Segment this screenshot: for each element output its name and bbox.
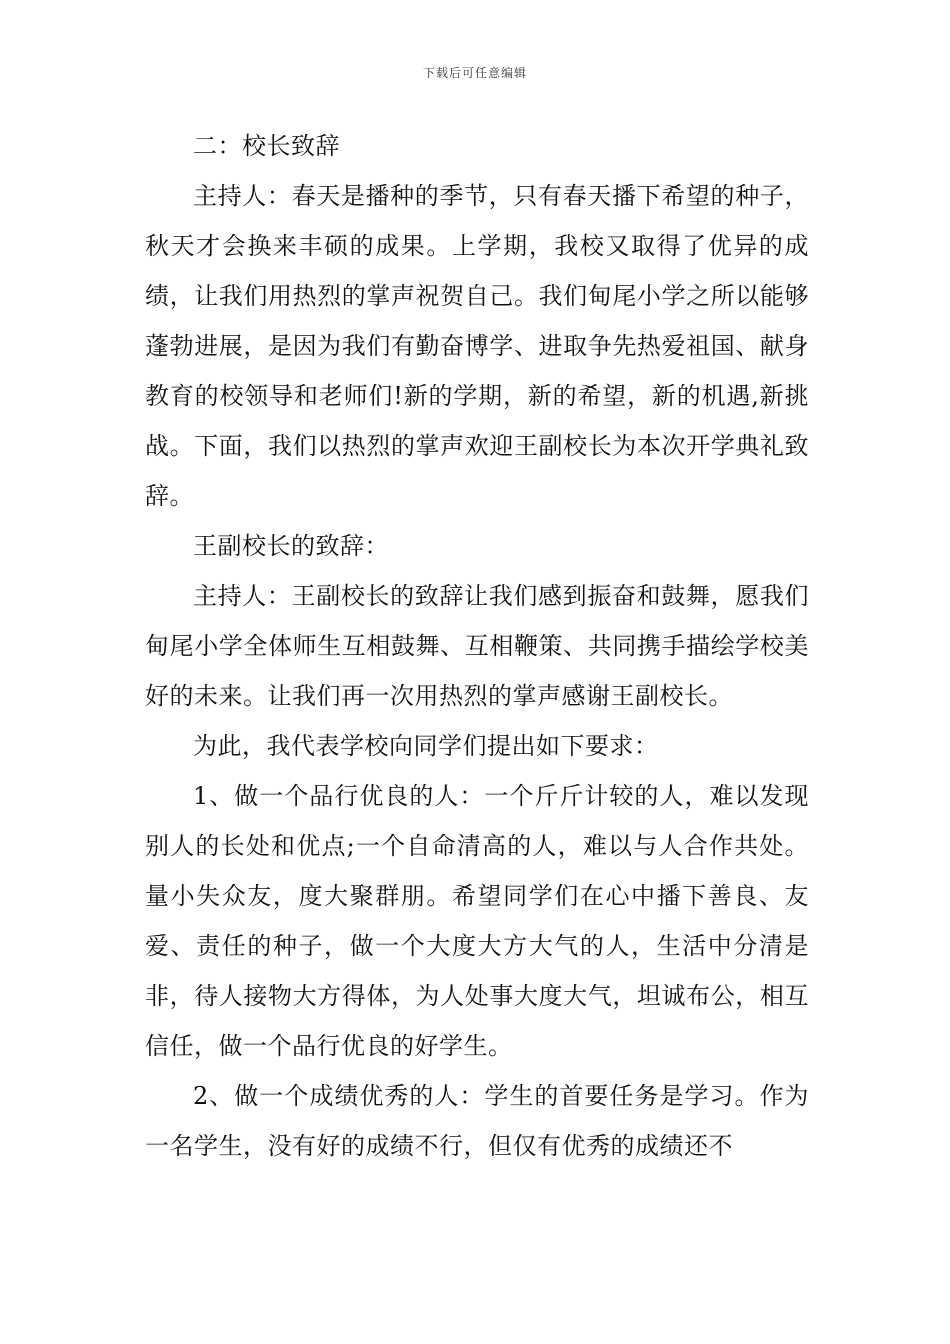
document-body [145,121,809,1171]
paragraph: 主持人：春天是播种的季节，只有春天播下希望的种子，秋天才会换来丰硕的成果。上学期，我校又取得了优异的成绩，让我们用热烈的掌声祝贺自己。我们甸尾小学之所以能够蓬勃进展，是因为我们有勤奋博学、进取争先热爱祖国、献身教育的校领导和老师们!新的学期，新的希望，新的机遇,新挑战。下面，我们以热烈的掌声欢迎王副校长为本次开学典礼致辞。 [145,182,809,510]
section-heading: 二：校长致辞 [193,132,340,160]
paragraph: 为此，我代表学校向同学们提出如下要求： [193,732,659,760]
header-note: 下载后可任意编辑 [422,66,527,80]
paragraph: 主持人：王副校长的致辞让我们感到振奋和鼓舞，愿我们甸尾小学全体师生互相鼓舞、互相鞭策、共同携手描绘学校美好的未来。让我们再一次用热烈的掌声感谢王副校长。 [145,582,809,710]
list-item: 2、做一个成绩优秀的人：学生的首要任务是学习。作为一名学生，没有好的成绩不行，但仅有优秀的成绩还不 [145,1082,809,1160]
list-item: 1、做一个品行优良的人：一个斤斤计较的人，难以发现别人的长处和优点;一个自命清高的人，难以与人合作共处。量小失众友，度大聚群朋。希望同学们在心中播下善良、友爱、责任的种子，做一个大度大方大气的人，生活中分清是非，待人接物大方得体，为人处事大度大气，坦诚布公，相互信任，做一个品行优良的好学生。 [145,782,809,1060]
paragraph: 王副校长的致辞： [193,532,389,560]
